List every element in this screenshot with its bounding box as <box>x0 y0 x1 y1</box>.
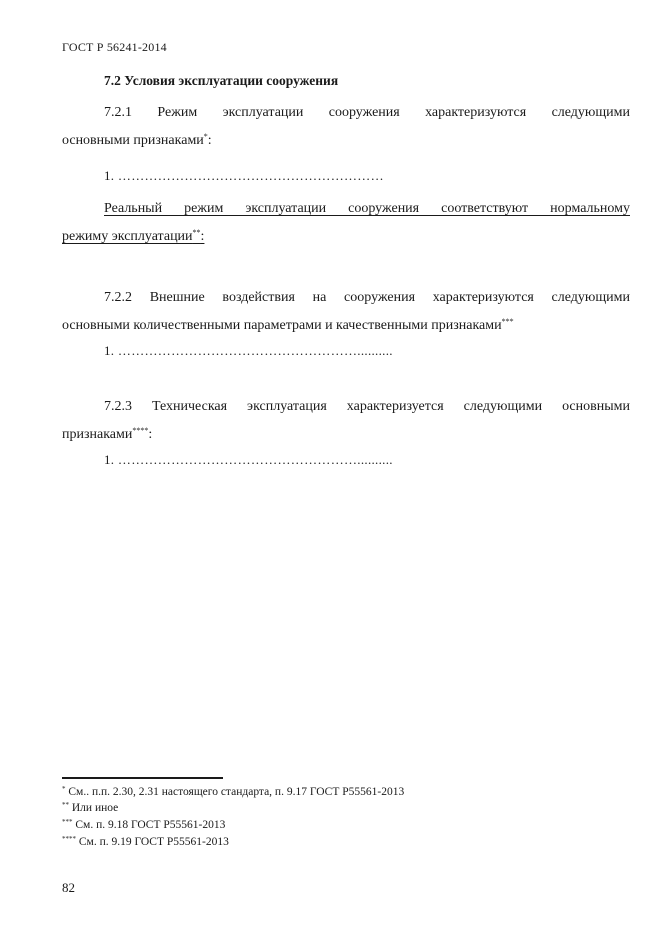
paragraph-real-mode <box>62 195 630 251</box>
footnote-mark: ** <box>62 801 69 809</box>
paragraph-7-2-1 <box>62 99 630 155</box>
footnote-mark: * <box>203 132 208 141</box>
footnote-text: См. п. 9.18 ГОСТ Р55561-2013 <box>72 819 226 831</box>
paragraph-number: 7.2.1 <box>104 105 132 120</box>
footnote-2 <box>62 802 118 814</box>
list-item-2: 1. ……………………………………………….......... <box>104 343 393 358</box>
footnote-4 <box>62 836 229 848</box>
punctuation: : <box>200 229 205 244</box>
document-header: ГОСТ Р 56241-2014 <box>62 40 167 54</box>
paragraph-number: 7.2.2 <box>104 290 132 305</box>
paragraph-text: Реальный режим эксплуатации сооружения соответствуют нормальному <box>104 201 630 216</box>
footnote-mark: *** <box>501 317 514 326</box>
paragraph-number: 7.2.3 <box>104 399 132 414</box>
punctuation: : <box>148 427 153 442</box>
footnote-mark: ** <box>192 228 201 237</box>
footnote-3 <box>62 819 225 831</box>
paragraph-text: основными количественными параметрами и качественными признаками <box>62 318 502 333</box>
footnote-text: См.. п.п. 2.30, 2.31 настоящего стандарта, п. 9.17 ГОСТ Р55561-2013 <box>65 786 405 798</box>
list-item-1: 1. …………………………………………………… <box>104 168 384 183</box>
footnote-mark: **** <box>62 835 76 843</box>
paragraph-text: Техническая эксплуатация характеризуется следующими основными <box>151 399 630 414</box>
paragraph-7-2-2-line1 <box>62 284 630 312</box>
footnote-text: См. п. 9.19 ГОСТ Р55561-2013 <box>76 836 229 848</box>
paragraph-text: режиму эксплуатации <box>62 229 193 244</box>
paragraph-7-2-3 <box>62 393 630 449</box>
paragraph-7-2-1-line2 <box>62 133 212 148</box>
footnote-separator <box>62 777 223 779</box>
real-mode-line1 <box>62 195 630 223</box>
footnote-mark: * <box>62 785 66 793</box>
paragraph-text: Режим эксплуатации сооружения характеризуются следующими <box>157 105 631 120</box>
real-mode-line2 <box>62 229 204 244</box>
footnote-mark: **** <box>132 426 149 435</box>
punctuation: : <box>207 133 212 148</box>
paragraph-7-2-1-line1 <box>62 99 630 127</box>
page-number: 82 <box>62 880 75 895</box>
paragraph-7-2-2-line2 <box>62 318 514 333</box>
footnote-1 <box>62 786 404 798</box>
paragraph-7-2-2 <box>62 284 630 340</box>
paragraph-text: Внешние воздействия на сооружения характеризуются следующими <box>149 290 630 305</box>
footnote-text: Или иное <box>69 802 119 814</box>
section-title: 7.2 Условия эксплуатации сооружения <box>104 73 339 88</box>
paragraph-text: признаками <box>62 427 133 442</box>
paragraph-7-2-3-line1 <box>62 393 630 421</box>
paragraph-7-2-3-line2 <box>62 427 152 442</box>
footnote-mark: *** <box>62 818 73 826</box>
paragraph-text: основными признаками <box>62 133 204 148</box>
list-item-3: 1. ……………………………………………….......... <box>104 452 393 467</box>
